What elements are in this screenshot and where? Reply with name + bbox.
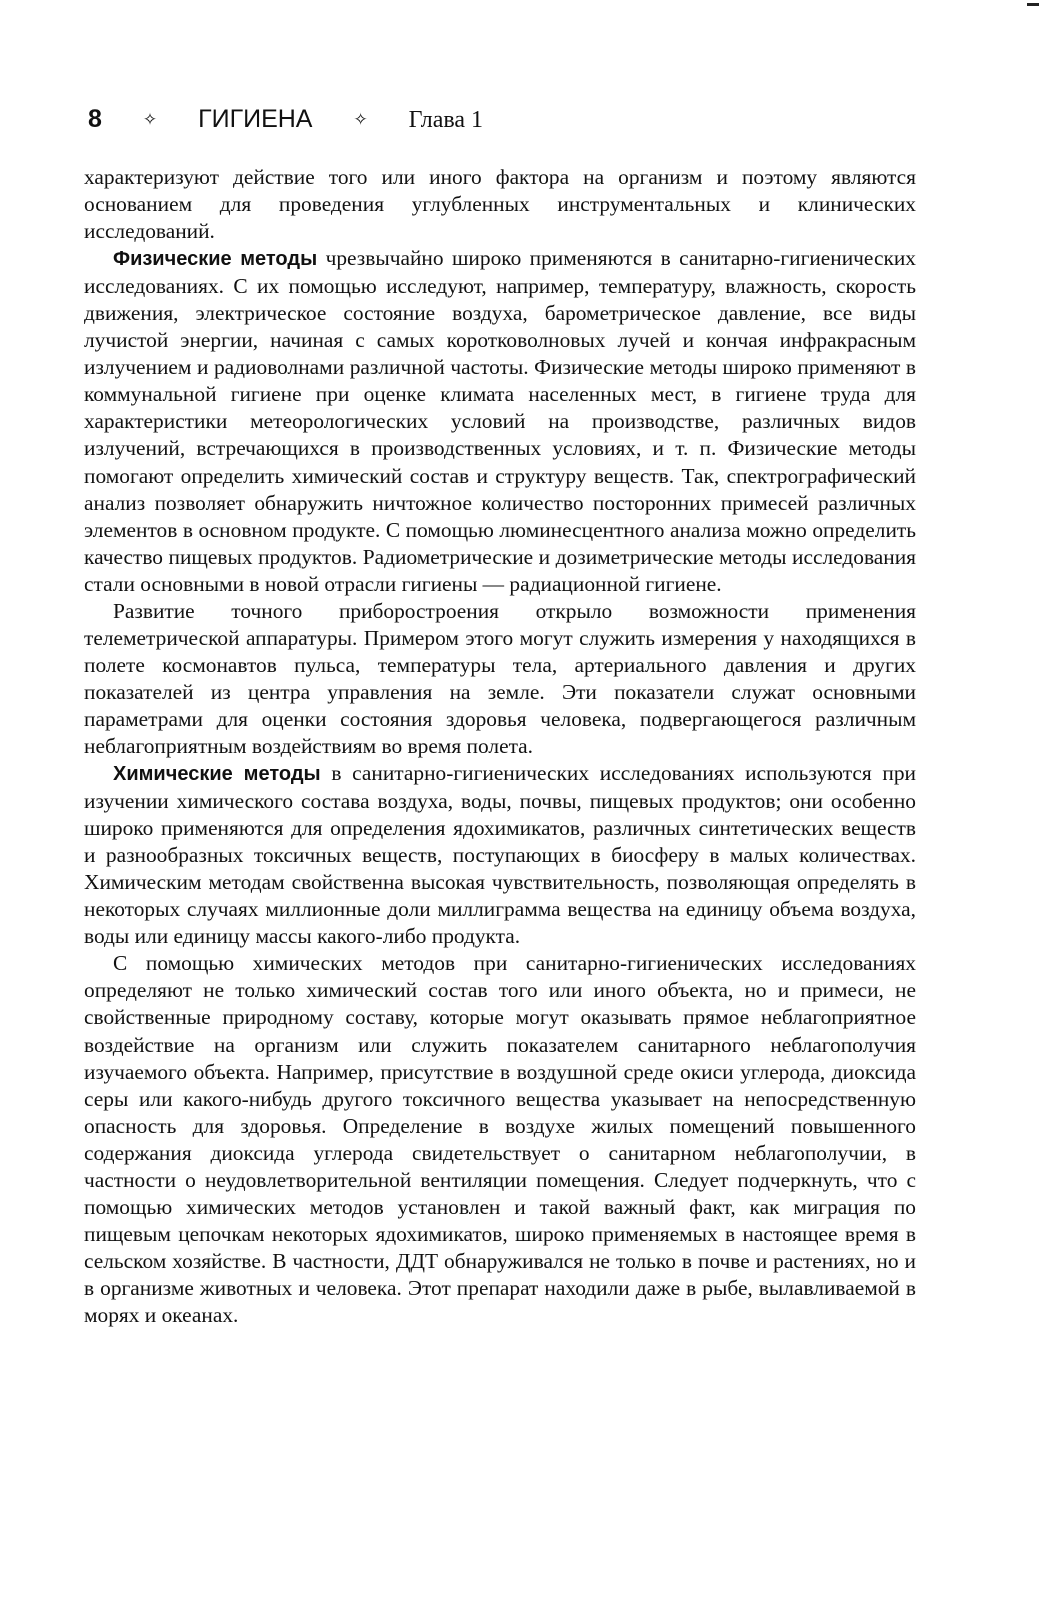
running-header [88,104,483,135]
paragraph [84,164,916,245]
chapter-label: Глава 1 [408,107,484,133]
scan-mark [1027,3,1039,6]
separator-icon: ✧ [353,110,368,129]
paragraph-text: характеризуют действие того или иного фактора на организм и поэтому являются основанием для проведения углубленных инструментальных и клинических исследований. [84,165,916,244]
book-title: ГИГИЕНА [198,105,313,133]
paragraph-lead: Химические методы [113,763,321,786]
paragraph-text: в санитарно-гигиенических исследованиях используются при изучении химического состава воздуха, воды, почвы, пищевых продуктов; они особенно широко применяются для определения ядохимикатов, различных синтетических веществ и разнообразных токсичных веществ, поступающих в биосферу в малых количествах. Химическим методам свойственна высокая чувствительность, позволяющая определять в некоторых случаях миллионные доли миллиграмма вещества на единицу объема воздуха, воды или единицу массы какого-либо продукта. [84,761,917,949]
separator-icon: ✧ [142,110,158,129]
paragraph [84,950,916,1329]
paragraph [84,245,916,598]
body-text [84,164,916,1329]
paragraph-text: С помощью химических методов при санитарно-гигиенических исследованиях определяют не только химический состав того или иного объекта, но и примеси, не свойственные природному составу, которые могут оказывать прямое неблагоприятное воздействие на организм или служить показателем санитарного неблагополучия изучаемого объекта. Например, присутствие в воздушной среде окиси углерода, диоксида серы или какого-нибудь другого токсичного вещества указывает на непосредственную опасность для здоровья. Определение в воздухе жилых помещений повышенного содержания диоксида углерода свидетельствует о санитарном неблагополучии, в частности о неудовлетворительной вентиляции помещения. Следует подчеркнуть, что с помощью химических методов установлен и такой важный факт, как миграция по пищевым цепочкам некоторых ядохимикатов, широко применяемых в настоящее время в сельском хозяйстве. В частности, ДДТ обнаруживался не только в почве и растениях, но и в организме животных и человека. Этот препарат находили даже в рыбе, вылавливаемой в морях и океанах. [84,951,916,1327]
paragraph-text: Развитие точного приборостроения открыло возможности применения телеметрической аппаратуры. Примером этого могут служить измерения у находящихся в полете космонавтов пульса, температуры тела, артериального давления и других показателей из центра управления на земле. Эти показатели служат основными параметрами для оценки состояния здоровья человека, подвергающегося различным неблагоприятным воздействиям во время полета. [84,598,916,758]
page-number: 8 [88,105,102,133]
paragraph [84,598,916,760]
paragraph-lead: Физические методы [113,248,318,271]
paragraph-text: чрезвычайно широко применяются в санитарно-гигиенических исследованиях. С их помощью исследуют, например, температуру, влажность, скорость движения, электрическое состояние воздуха, барометрическое давление, все виды лучистой энергии, начиная с самых коротковолновых лучей и кончая инфракрасным излучением и радиоволнами различной частоты. Физические методы широко применяют в коммунальной гигиене при оценке климата населенных мест, в гигиене труда для характеристики метеорологических условий на производстве, различных видов излучений, встречающихся в производственных условиях, и т. п. Физические методы помогают определить химический состав и структуру веществ. Так, спектрографический анализ позволяет обнаружить ничтожное количество посторонних примесей различных элементов в основном продукте. С помощью люминесцентного анализа можно определить качество пищевых продуктов. Радиометрические и дозиметрические методы исследования стали основными в новой отрасли гигиены — радиационной гигиене. [84,246,916,596]
paragraph [84,760,916,950]
